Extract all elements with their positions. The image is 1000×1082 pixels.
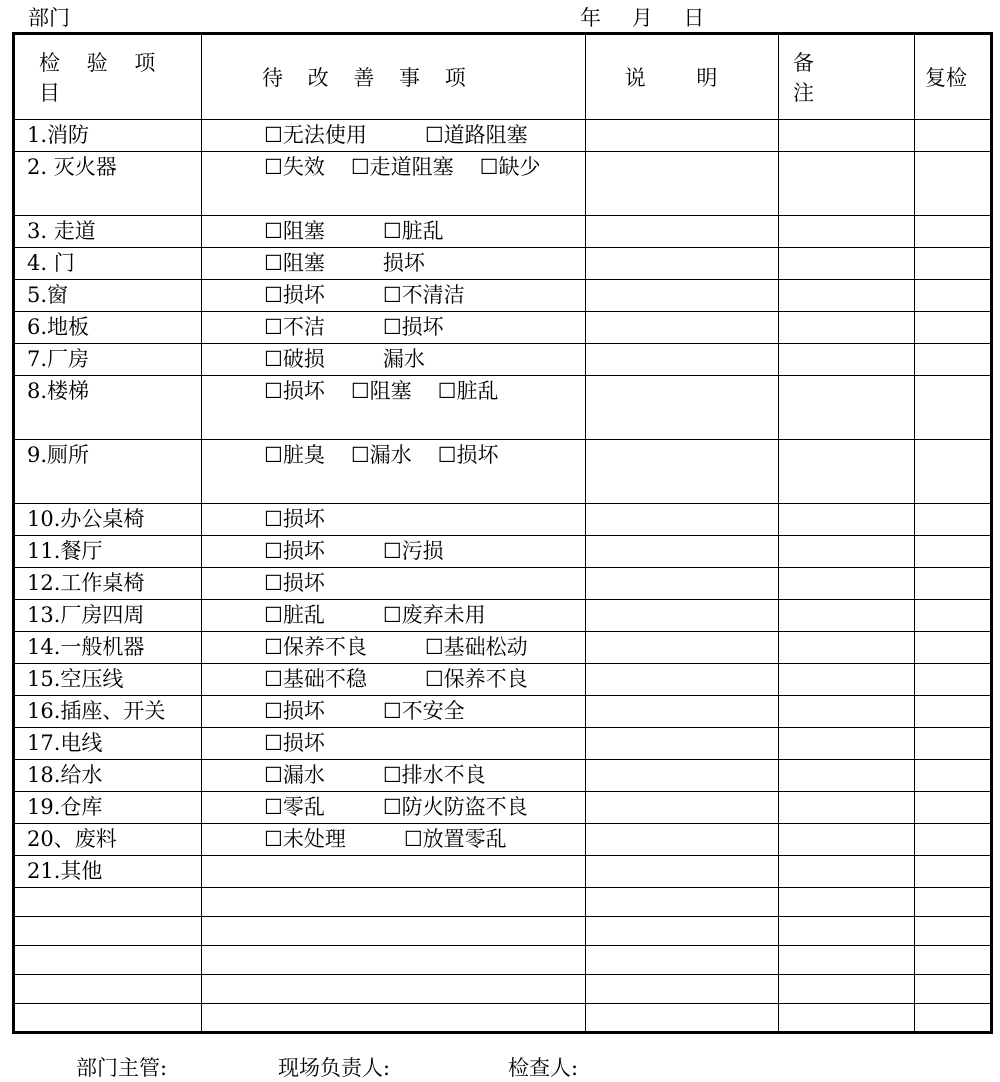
note-cell[interactable]: [779, 120, 915, 152]
todo-cell: [202, 664, 586, 696]
table-header-row: [14, 34, 992, 120]
table-row: [14, 280, 992, 312]
desc-cell[interactable]: [586, 376, 779, 440]
dept-label: 部门: [28, 6, 70, 30]
todo-cell: [202, 216, 586, 248]
table-row: [14, 568, 992, 600]
recheck-cell[interactable]: [915, 536, 992, 568]
recheck-cell[interactable]: [915, 376, 992, 440]
option-1[interactable]: ☐排水不良: [382, 763, 486, 787]
table-row: [14, 152, 992, 216]
desc-cell[interactable]: [586, 664, 779, 696]
todo-cell: [202, 376, 586, 440]
note-cell[interactable]: [779, 664, 915, 696]
option-0[interactable]: ☐损坏: [264, 699, 325, 723]
table-row: [14, 248, 992, 280]
empty-cell[interactable]: [779, 946, 915, 975]
empty-cell[interactable]: [586, 946, 779, 975]
signature-line: [0, 1052, 1000, 1080]
desc-cell[interactable]: [586, 632, 779, 664]
recheck-cell[interactable]: [915, 632, 992, 664]
item-cell: 20、废料: [14, 824, 202, 856]
option-1[interactable]: ☐阻塞: [350, 379, 412, 403]
empty-cell[interactable]: [586, 917, 779, 946]
desc-cell[interactable]: [586, 600, 779, 632]
todo-cell: [202, 824, 586, 856]
note-cell[interactable]: [779, 568, 915, 600]
empty-cell[interactable]: [202, 917, 586, 946]
option-1[interactable]: 损坏: [382, 251, 425, 275]
desc-cell[interactable]: [586, 440, 779, 504]
note-cell[interactable]: [779, 696, 915, 728]
option-0[interactable]: ☐漏水: [264, 763, 325, 787]
supervisor-label: 部门主管:: [76, 1056, 168, 1080]
item-cell: 10.办公桌椅: [14, 504, 202, 536]
table-row: [14, 792, 992, 824]
todo-cell: [202, 696, 586, 728]
option-0[interactable]: ☐损坏: [264, 571, 325, 595]
empty-cell[interactable]: [202, 1004, 586, 1033]
option-2[interactable]: ☐缺少: [479, 155, 541, 179]
empty-cell[interactable]: [915, 888, 992, 917]
empty-cell[interactable]: [14, 975, 202, 1004]
todo-cell: [202, 600, 586, 632]
item-cell: 1.消防: [14, 120, 202, 152]
empty-cell[interactable]: [14, 888, 202, 917]
desc-cell[interactable]: [586, 824, 779, 856]
empty-row: [14, 917, 992, 946]
option-1[interactable]: ☐污损: [382, 539, 444, 563]
col-header-note: 备 注: [779, 34, 915, 120]
note-cell[interactable]: [779, 344, 915, 376]
note-cell[interactable]: [779, 440, 915, 504]
day-label: 日: [683, 6, 705, 30]
todo-cell: [202, 440, 586, 504]
table-row: [14, 536, 992, 568]
option-0[interactable]: ☐破损: [264, 347, 325, 371]
option-1[interactable]: ☐废弃未用: [382, 603, 486, 627]
desc-cell[interactable]: [586, 312, 779, 344]
desc-cell[interactable]: [586, 216, 779, 248]
recheck-cell[interactable]: [915, 440, 992, 504]
desc-cell[interactable]: [586, 792, 779, 824]
item-cell: 12.工作桌椅: [14, 568, 202, 600]
inspector-label: 检查人:: [508, 1056, 579, 1080]
option-1[interactable]: ☐走道阻塞: [350, 155, 454, 179]
col-header-recheck: 复检: [915, 34, 992, 120]
empty-cell[interactable]: [779, 1004, 915, 1033]
desc-cell[interactable]: [586, 760, 779, 792]
empty-cell[interactable]: [586, 1004, 779, 1033]
option-0[interactable]: ☐零乱: [264, 795, 325, 819]
note-cell[interactable]: [779, 632, 915, 664]
recheck-cell[interactable]: [915, 312, 992, 344]
option-0[interactable]: ☐损坏: [264, 379, 325, 403]
desc-cell[interactable]: [586, 248, 779, 280]
option-2[interactable]: ☐脏乱: [437, 379, 499, 403]
option-1[interactable]: ☐不清洁: [382, 283, 465, 307]
table-row: [14, 312, 992, 344]
item-cell: 14.一般机器: [14, 632, 202, 664]
item-cell: 5.窗: [14, 280, 202, 312]
todo-cell: [202, 536, 586, 568]
option-0[interactable]: ☐损坏: [264, 731, 325, 755]
option-1[interactable]: ☐脏乱: [382, 219, 444, 243]
item-cell: 9.厕所: [14, 440, 202, 504]
desc-cell[interactable]: [586, 856, 779, 888]
recheck-cell[interactable]: [915, 728, 992, 760]
note-cell[interactable]: [779, 536, 915, 568]
empty-cell[interactable]: [202, 888, 586, 917]
table-row: [14, 600, 992, 632]
item-cell: 4. 门: [14, 248, 202, 280]
todo-cell: [202, 248, 586, 280]
option-0[interactable]: ☐损坏: [264, 539, 325, 563]
todo-cell: [202, 344, 586, 376]
option-1[interactable]: ☐放置零乱: [403, 827, 507, 851]
table-row: [14, 120, 992, 152]
empty-cell[interactable]: [202, 975, 586, 1004]
empty-cell[interactable]: [14, 917, 202, 946]
recheck-cell[interactable]: [915, 696, 992, 728]
option-1[interactable]: ☐基础松动: [424, 635, 528, 659]
table-row: [14, 344, 992, 376]
desc-cell[interactable]: [586, 536, 779, 568]
option-0[interactable]: ☐无法使用: [264, 123, 367, 147]
empty-cell[interactable]: [779, 888, 915, 917]
recheck-cell[interactable]: [915, 760, 992, 792]
item-cell: 16.插座、开关: [14, 696, 202, 728]
recheck-cell[interactable]: [915, 600, 992, 632]
recheck-cell[interactable]: [915, 504, 992, 536]
note-cell[interactable]: [779, 248, 915, 280]
item-cell: 13.厂房四周: [14, 600, 202, 632]
empty-row: [14, 975, 992, 1004]
empty-row: [14, 888, 992, 917]
empty-row: [14, 1004, 992, 1033]
empty-cell[interactable]: [779, 975, 915, 1004]
item-cell: 3. 走道: [14, 216, 202, 248]
recheck-cell[interactable]: [915, 664, 992, 696]
note-cell[interactable]: [779, 216, 915, 248]
item-cell: 2. 灭火器: [14, 152, 202, 216]
desc-cell[interactable]: [586, 504, 779, 536]
note-cell[interactable]: [779, 760, 915, 792]
empty-cell[interactable]: [202, 946, 586, 975]
recheck-cell[interactable]: [915, 856, 992, 888]
recheck-cell[interactable]: [915, 792, 992, 824]
table-row: [14, 376, 992, 440]
table-row: [14, 664, 992, 696]
option-1[interactable]: 漏水: [382, 347, 425, 371]
table-row: [14, 440, 992, 504]
empty-row: [14, 946, 992, 975]
empty-cell[interactable]: [915, 946, 992, 975]
table-row: [14, 824, 992, 856]
col-header-desc: 说 明: [586, 34, 779, 120]
inspection-table: [12, 32, 993, 1034]
option-0[interactable]: ☐阻塞: [264, 251, 325, 275]
todo-cell: [202, 760, 586, 792]
col-header-item: 检 验 项 目: [14, 34, 202, 120]
desc-cell[interactable]: [586, 120, 779, 152]
item-cell: 18.给水: [14, 760, 202, 792]
note-cell[interactable]: [779, 280, 915, 312]
todo-cell: [202, 312, 586, 344]
table-row: [14, 856, 992, 888]
todo-cell: [202, 152, 586, 216]
recheck-cell[interactable]: [915, 280, 992, 312]
todo-cell: [202, 568, 586, 600]
todo-cell: [202, 632, 586, 664]
recheck-cell[interactable]: [915, 120, 992, 152]
note-cell[interactable]: [779, 376, 915, 440]
year-label: 年: [580, 6, 601, 30]
option-2[interactable]: ☐损坏: [437, 443, 499, 467]
option-0[interactable]: ☐不洁: [264, 315, 325, 339]
option-1[interactable]: ☐损坏: [382, 315, 444, 339]
form-header: [0, 0, 1000, 32]
month-label: 月: [631, 6, 653, 30]
recheck-cell[interactable]: [915, 152, 992, 216]
item-cell: 8.楼梯: [14, 376, 202, 440]
note-cell[interactable]: [779, 152, 915, 216]
table-row: [14, 504, 992, 536]
desc-cell[interactable]: [586, 568, 779, 600]
option-0[interactable]: ☐阻塞: [264, 219, 325, 243]
recheck-cell[interactable]: [915, 216, 992, 248]
item-cell: 7.厂房: [14, 344, 202, 376]
empty-cell[interactable]: [779, 917, 915, 946]
table-body: [14, 120, 992, 1033]
site-manager-label: 现场负责人:: [278, 1056, 391, 1080]
option-1[interactable]: ☐防火防盗不良: [382, 795, 528, 819]
recheck-cell[interactable]: [915, 248, 992, 280]
option-1[interactable]: ☐漏水: [350, 443, 412, 467]
note-cell[interactable]: [779, 312, 915, 344]
empty-cell[interactable]: [915, 917, 992, 946]
col-header-todo: 待 改 善 事 项: [202, 34, 586, 120]
option-0[interactable]: ☐未处理: [264, 827, 346, 851]
empty-cell[interactable]: [586, 975, 779, 1004]
todo-cell: [202, 728, 586, 760]
empty-cell[interactable]: [915, 975, 992, 1004]
date-fields: [580, 2, 728, 32]
option-0[interactable]: ☐保养不良: [264, 635, 367, 659]
recheck-cell[interactable]: [915, 824, 992, 856]
empty-cell[interactable]: [915, 1004, 992, 1033]
empty-cell[interactable]: [586, 888, 779, 917]
option-0[interactable]: ☐失效: [264, 155, 325, 179]
option-0[interactable]: ☐脏乱: [264, 603, 325, 627]
item-cell: 19.仓库: [14, 792, 202, 824]
table-row: [14, 696, 992, 728]
table-row: [14, 760, 992, 792]
desc-cell[interactable]: [586, 152, 779, 216]
recheck-cell[interactable]: [915, 344, 992, 376]
option-0[interactable]: ☐损坏: [264, 283, 325, 307]
todo-cell: [202, 120, 586, 152]
item-cell: 15.空压线: [14, 664, 202, 696]
item-cell: 6.地板: [14, 312, 202, 344]
table-row: [14, 632, 992, 664]
note-cell[interactable]: [779, 824, 915, 856]
todo-cell: [202, 504, 586, 536]
item-cell: 17.电线: [14, 728, 202, 760]
desc-cell[interactable]: [586, 728, 779, 760]
item-cell: 11.餐厅: [14, 536, 202, 568]
desc-cell[interactable]: [586, 344, 779, 376]
option-0[interactable]: ☐损坏: [264, 507, 325, 531]
note-cell[interactable]: [779, 504, 915, 536]
note-cell[interactable]: [779, 792, 915, 824]
todo-cell: [202, 792, 586, 824]
desc-cell[interactable]: [586, 696, 779, 728]
desc-cell[interactable]: [586, 280, 779, 312]
note-cell[interactable]: [779, 728, 915, 760]
table-row: [14, 728, 992, 760]
todo-cell: [202, 280, 586, 312]
option-1[interactable]: ☐保养不良: [424, 667, 528, 691]
empty-cell[interactable]: [14, 946, 202, 975]
option-0[interactable]: ☐脏臭: [264, 443, 325, 467]
table-row: [14, 216, 992, 248]
item-cell: 21.其他: [14, 856, 202, 888]
option-0[interactable]: ☐基础不稳: [264, 667, 367, 691]
option-1[interactable]: ☐道路阻塞: [424, 123, 528, 147]
note-cell[interactable]: [779, 600, 915, 632]
note-cell[interactable]: [779, 856, 915, 888]
recheck-cell[interactable]: [915, 568, 992, 600]
option-1[interactable]: ☐不安全: [382, 699, 465, 723]
todo-cell: [202, 856, 586, 888]
empty-cell[interactable]: [14, 1004, 202, 1033]
